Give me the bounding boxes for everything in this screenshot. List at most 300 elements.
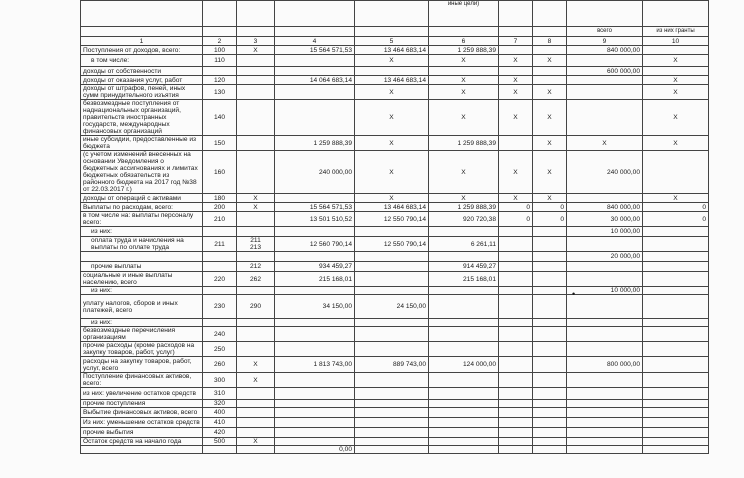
- amount-cell: X: [567, 136, 643, 151]
- amount-cell: 1 259 888,39: [275, 136, 355, 151]
- amount-cell: [355, 388, 429, 400]
- table-row: [81, 194, 709, 203]
- amount-cell: [355, 227, 429, 237]
- table-row: [81, 100, 709, 136]
- column-number: 4: [275, 37, 355, 46]
- amount-cell: [643, 319, 709, 327]
- kosgu-code: [237, 287, 275, 295]
- amount-cell: [567, 373, 643, 388]
- header-cell: [81, 1, 203, 27]
- amount-cell: 10 000,00: [567, 227, 643, 237]
- amount-cell: [275, 67, 355, 76]
- amount-cell: [567, 272, 643, 287]
- kosgu-code: [237, 76, 275, 85]
- amount-cell: [429, 295, 499, 319]
- row-label: Выбытие финансовых активов, всего: [81, 408, 203, 418]
- kosgu-code: [237, 100, 275, 136]
- amount-cell: X: [533, 151, 567, 194]
- amount-cell: [533, 342, 567, 357]
- row-label: социальные и иные выплаты населению, всего: [81, 272, 203, 287]
- column-number: 2: [203, 37, 237, 46]
- amount-cell: [499, 287, 533, 295]
- amount-cell: [499, 446, 533, 454]
- column-number: 5: [355, 37, 429, 46]
- amount-cell: [275, 55, 355, 67]
- column-number: 10: [643, 37, 709, 46]
- table-row: [81, 287, 709, 295]
- amount-cell: [499, 67, 533, 76]
- amount-cell: X: [429, 85, 499, 100]
- amount-cell: [355, 373, 429, 388]
- amount-cell: X: [355, 194, 429, 203]
- amount-cell: [533, 252, 567, 262]
- amount-cell: [355, 327, 429, 342]
- amount-cell: [355, 408, 429, 418]
- row-code: 300: [203, 373, 237, 388]
- header-row-sub: [81, 27, 709, 37]
- row-code: 180: [203, 194, 237, 203]
- amount-cell: [533, 237, 567, 252]
- row-code: 310: [203, 388, 237, 400]
- amount-cell: [499, 227, 533, 237]
- amount-cell: [567, 342, 643, 357]
- row-label: Выплаты по расходам, всего:: [81, 203, 203, 212]
- amount-cell: [499, 295, 533, 319]
- amount-cell: [533, 46, 567, 55]
- amount-cell: [429, 327, 499, 342]
- financial-plan-table: [80, 0, 709, 454]
- row-code: [203, 262, 237, 272]
- amount-cell: X: [355, 100, 429, 136]
- row-code: 320: [203, 400, 237, 408]
- kosgu-code: [237, 252, 275, 262]
- row-code: 260: [203, 357, 237, 373]
- row-code: [203, 227, 237, 237]
- table-row: [81, 438, 709, 446]
- amount-cell: X: [533, 85, 567, 100]
- column-number: 1: [81, 37, 203, 46]
- amount-cell: [567, 55, 643, 67]
- amount-cell: [533, 67, 567, 76]
- amount-cell: [275, 85, 355, 100]
- amount-cell: [429, 400, 499, 408]
- kosgu-code: [237, 428, 275, 438]
- header-cell: [567, 1, 643, 27]
- kosgu-code: X: [237, 203, 275, 212]
- table-row: [81, 357, 709, 373]
- amount-cell: [355, 67, 429, 76]
- amount-cell: [533, 319, 567, 327]
- amount-cell: [275, 227, 355, 237]
- amount-cell: [533, 373, 567, 388]
- margin-mark: •: [572, 289, 576, 299]
- amount-cell: [275, 194, 355, 203]
- column-10-label: из них гранты: [643, 27, 709, 37]
- amount-cell: [429, 287, 499, 295]
- amount-cell: X: [643, 100, 709, 136]
- amount-cell: [533, 327, 567, 342]
- header-cell: [237, 1, 275, 27]
- amount-cell: [355, 428, 429, 438]
- amount-cell: [533, 262, 567, 272]
- amount-cell: [499, 428, 533, 438]
- table-row: [81, 203, 709, 212]
- row-label: Остаток средств на начало года: [81, 438, 203, 446]
- table-row: [81, 418, 709, 428]
- amount-cell: [643, 342, 709, 357]
- amount-cell: [533, 227, 567, 237]
- row-code: 250: [203, 342, 237, 357]
- amount-cell: [275, 319, 355, 327]
- table-row: [81, 55, 709, 67]
- kosgu-code: [237, 388, 275, 400]
- table-row: [81, 46, 709, 55]
- amount-cell: [643, 262, 709, 272]
- amount-cell: 13 501 510,52: [275, 212, 355, 227]
- row-label: оплата труда и начисления на выплаты по оплате труда: [81, 237, 203, 252]
- row-label: Из них: уменьшение остатков средств: [81, 418, 203, 428]
- kosgu-code: X: [237, 46, 275, 55]
- amount-cell: 20 000,00: [567, 252, 643, 262]
- amount-cell: [355, 272, 429, 287]
- amount-cell: [429, 67, 499, 76]
- amount-cell: 1 813 743,00: [275, 357, 355, 373]
- amount-cell: [533, 287, 567, 295]
- amount-cell: 15 564 571,53: [275, 46, 355, 55]
- kosgu-code: [237, 227, 275, 237]
- row-code: [203, 287, 237, 295]
- amount-cell: [499, 438, 533, 446]
- amount-cell: [533, 408, 567, 418]
- table-row: [81, 212, 709, 227]
- amount-cell: [567, 100, 643, 136]
- kosgu-code: [237, 136, 275, 151]
- row-label: доходы от собственности: [81, 67, 203, 76]
- amount-cell: [429, 252, 499, 262]
- column-9-label: всего: [567, 27, 643, 37]
- amount-cell: [567, 262, 643, 272]
- kosgu-code: [237, 408, 275, 418]
- header-cell: [275, 1, 355, 27]
- kosgu-code: X: [237, 438, 275, 446]
- column-number: 6: [429, 37, 499, 46]
- amount-cell: 13 464 683,14: [355, 46, 429, 55]
- amount-cell: [275, 287, 355, 295]
- column-number-row: [81, 37, 709, 46]
- amount-cell: X: [355, 85, 429, 100]
- amount-cell: 12 560 790,14: [275, 237, 355, 252]
- amount-cell: [567, 428, 643, 438]
- kosgu-code: [237, 151, 275, 194]
- kosgu-code: 211 213: [237, 237, 275, 252]
- amount-cell: [275, 373, 355, 388]
- row-label: расходы на закупку товаров, работ, услуг, всего: [81, 357, 203, 373]
- amount-cell: 13 464 683,14: [355, 76, 429, 85]
- kosgu-code: [237, 446, 275, 454]
- amount-cell: 0,00: [275, 446, 355, 454]
- amount-cell: [499, 418, 533, 428]
- amount-cell: [429, 342, 499, 357]
- amount-cell: [499, 408, 533, 418]
- table-row: [81, 373, 709, 388]
- amount-cell: 840 000,00: [567, 46, 643, 55]
- kosgu-code: X: [237, 373, 275, 388]
- amount-cell: [643, 295, 709, 319]
- row-code: 240: [203, 327, 237, 342]
- row-label: (с учетом изменений внесенных на основании Уведомления о бюджетных ассигнованиях и лимитах бюджетных обязательств из районного бюджета на 2017 год №38 от 22.03.2017 г.): [81, 151, 203, 194]
- amount-cell: [643, 327, 709, 342]
- kosgu-code: [237, 400, 275, 408]
- row-label: прочие выплаты: [81, 262, 203, 272]
- amount-cell: 1 259 888,39: [429, 136, 499, 151]
- amount-cell: [643, 446, 709, 454]
- table-row: [81, 446, 709, 454]
- row-label: из них:: [81, 287, 203, 295]
- amount-cell: [643, 418, 709, 428]
- amount-cell: [643, 400, 709, 408]
- amount-cell: [355, 262, 429, 272]
- amount-cell: [499, 357, 533, 373]
- amount-cell: [643, 357, 709, 373]
- header-cell: [203, 1, 237, 27]
- amount-cell: [567, 319, 643, 327]
- amount-cell: X: [355, 151, 429, 194]
- table-row: [81, 295, 709, 319]
- amount-cell: X: [355, 55, 429, 67]
- row-code: 500: [203, 438, 237, 446]
- row-label: Поступления от доходов, всего:: [81, 46, 203, 55]
- row-code: 211: [203, 237, 237, 252]
- amount-cell: [499, 272, 533, 287]
- amount-cell: 240 000,00: [275, 151, 355, 194]
- amount-cell: 215 168,01: [429, 272, 499, 287]
- amount-cell: [355, 287, 429, 295]
- amount-cell: [643, 408, 709, 418]
- row-label: из них:: [81, 319, 203, 327]
- amount-cell: [499, 327, 533, 342]
- row-label: иные субсидии, предоставленные из бюджета: [81, 136, 203, 151]
- amount-cell: [533, 418, 567, 428]
- amount-cell: X: [355, 136, 429, 151]
- amount-cell: [499, 319, 533, 327]
- amount-cell: [275, 428, 355, 438]
- amount-cell: [643, 237, 709, 252]
- amount-cell: [499, 400, 533, 408]
- header-cell: [499, 1, 533, 27]
- amount-cell: [499, 388, 533, 400]
- amount-cell: [643, 46, 709, 55]
- amount-cell: 0: [499, 203, 533, 212]
- amount-cell: X: [429, 55, 499, 67]
- amount-cell: [355, 418, 429, 428]
- amount-cell: 6 261,11: [429, 237, 499, 252]
- column-number: 9: [567, 37, 643, 46]
- amount-cell: 914 459,27: [429, 262, 499, 272]
- header-row-top: [81, 1, 709, 27]
- amount-cell: X: [643, 55, 709, 67]
- table-row: [81, 252, 709, 262]
- amount-cell: [533, 446, 567, 454]
- amount-cell: 12 550 790,14: [355, 212, 429, 227]
- row-label: доходы от оказания услуг, работ: [81, 76, 203, 85]
- amount-cell: [643, 388, 709, 400]
- amount-cell: [643, 287, 709, 295]
- table-row: [81, 428, 709, 438]
- amount-cell: [275, 408, 355, 418]
- row-label: [81, 446, 203, 454]
- amount-cell: X: [429, 194, 499, 203]
- row-code: 200: [203, 203, 237, 212]
- row-label: прочие выбытия: [81, 428, 203, 438]
- table-row: [81, 408, 709, 418]
- row-code: [203, 319, 237, 327]
- amount-cell: X: [499, 151, 533, 194]
- row-code: 230: [203, 295, 237, 319]
- amount-cell: [275, 388, 355, 400]
- amount-cell: 800 000,00: [567, 357, 643, 373]
- amount-cell: X: [499, 194, 533, 203]
- amount-cell: [533, 295, 567, 319]
- amount-cell: 889 743,00: [355, 357, 429, 373]
- amount-cell: [429, 428, 499, 438]
- amount-cell: [643, 272, 709, 287]
- amount-cell: X: [429, 76, 499, 85]
- amount-cell: [567, 446, 643, 454]
- amount-cell: 0: [533, 212, 567, 227]
- amount-cell: [429, 319, 499, 327]
- amount-cell: [567, 418, 643, 428]
- amount-cell: [499, 46, 533, 55]
- amount-cell: X: [533, 55, 567, 67]
- amount-cell: 34 150,00: [275, 295, 355, 319]
- row-label: прочие расходы (кроме расходов на закупку товаров, работ, услуг): [81, 342, 203, 357]
- kosgu-code: [237, 67, 275, 76]
- row-label: в том числе на: выплаты персоналу всего:: [81, 212, 203, 227]
- kosgu-code: [237, 319, 275, 327]
- amount-cell: [567, 408, 643, 418]
- kosgu-code: [237, 418, 275, 428]
- amount-cell: [355, 400, 429, 408]
- header-cell: [355, 1, 429, 27]
- amount-cell: [567, 327, 643, 342]
- amount-cell: [643, 438, 709, 446]
- amount-cell: [275, 418, 355, 428]
- amount-cell: X: [643, 85, 709, 100]
- row-label: из них: увеличение остатков средств: [81, 388, 203, 400]
- row-code: 410: [203, 418, 237, 428]
- table-row: [81, 400, 709, 408]
- amount-cell: 10 000,00: [567, 287, 643, 295]
- kosgu-code: X: [237, 357, 275, 373]
- amount-cell: 0: [533, 203, 567, 212]
- column-number: 3: [237, 37, 275, 46]
- amount-cell: [643, 67, 709, 76]
- table-row: [81, 319, 709, 327]
- amount-cell: [429, 373, 499, 388]
- amount-cell: [499, 252, 533, 262]
- row-label: [81, 252, 203, 262]
- kosgu-code: [237, 55, 275, 67]
- amount-cell: [429, 388, 499, 400]
- amount-cell: [429, 438, 499, 446]
- column-number: 7: [499, 37, 533, 46]
- table-row: [81, 67, 709, 76]
- amount-cell: [499, 373, 533, 388]
- amount-cell: [355, 342, 429, 357]
- amount-cell: 600 000,00: [567, 67, 643, 76]
- amount-cell: [643, 373, 709, 388]
- amount-cell: [567, 194, 643, 203]
- table-row: [81, 151, 709, 194]
- table-row: [81, 237, 709, 252]
- amount-cell: [567, 76, 643, 85]
- amount-cell: [643, 151, 709, 194]
- row-code: [203, 252, 237, 262]
- amount-cell: [275, 100, 355, 136]
- table-row: [81, 272, 709, 287]
- amount-cell: [429, 227, 499, 237]
- row-code: [203, 67, 237, 76]
- row-code: 220: [203, 272, 237, 287]
- amount-cell: [429, 408, 499, 418]
- amount-cell: 12 550 790,14: [355, 237, 429, 252]
- amount-cell: [567, 85, 643, 100]
- row-code: 150: [203, 136, 237, 151]
- amount-cell: [355, 319, 429, 327]
- amount-cell: X: [499, 100, 533, 136]
- kosgu-code: 212: [237, 262, 275, 272]
- table-body: [81, 1, 709, 454]
- amount-cell: [499, 136, 533, 151]
- amount-cell: 30 000,00: [567, 212, 643, 227]
- amount-cell: [429, 446, 499, 454]
- table-row: [81, 85, 709, 100]
- amount-cell: X: [643, 76, 709, 85]
- row-code: [203, 446, 237, 454]
- amount-cell: 124 000,00: [429, 357, 499, 373]
- kosgu-code: [237, 342, 275, 357]
- row-code: 100: [203, 46, 237, 55]
- amount-cell: X: [429, 151, 499, 194]
- amount-cell: [275, 342, 355, 357]
- amount-cell: [567, 388, 643, 400]
- amount-cell: [567, 237, 643, 252]
- row-label: прочие поступления: [81, 400, 203, 408]
- amount-cell: 0: [643, 212, 709, 227]
- amount-cell: [533, 272, 567, 287]
- kosgu-code: 262: [237, 272, 275, 287]
- amount-cell: [275, 438, 355, 446]
- amount-cell: 0: [499, 212, 533, 227]
- header-cell: [533, 1, 567, 27]
- amount-cell: [643, 227, 709, 237]
- table-row: [81, 262, 709, 272]
- table-row: [81, 136, 709, 151]
- amount-cell: [533, 438, 567, 446]
- amount-cell: 840 000,00: [567, 203, 643, 212]
- kosgu-code: X: [237, 194, 275, 203]
- header-cell: [643, 1, 709, 27]
- amount-cell: [275, 327, 355, 342]
- amount-cell: X: [533, 136, 567, 151]
- row-code: 210: [203, 212, 237, 227]
- amount-cell: [533, 388, 567, 400]
- amount-cell: X: [499, 55, 533, 67]
- amount-cell: 14 064 683,14: [275, 76, 355, 85]
- amount-cell: X: [499, 85, 533, 100]
- header-note: иные цели): [429, 1, 499, 27]
- row-code: 420: [203, 428, 237, 438]
